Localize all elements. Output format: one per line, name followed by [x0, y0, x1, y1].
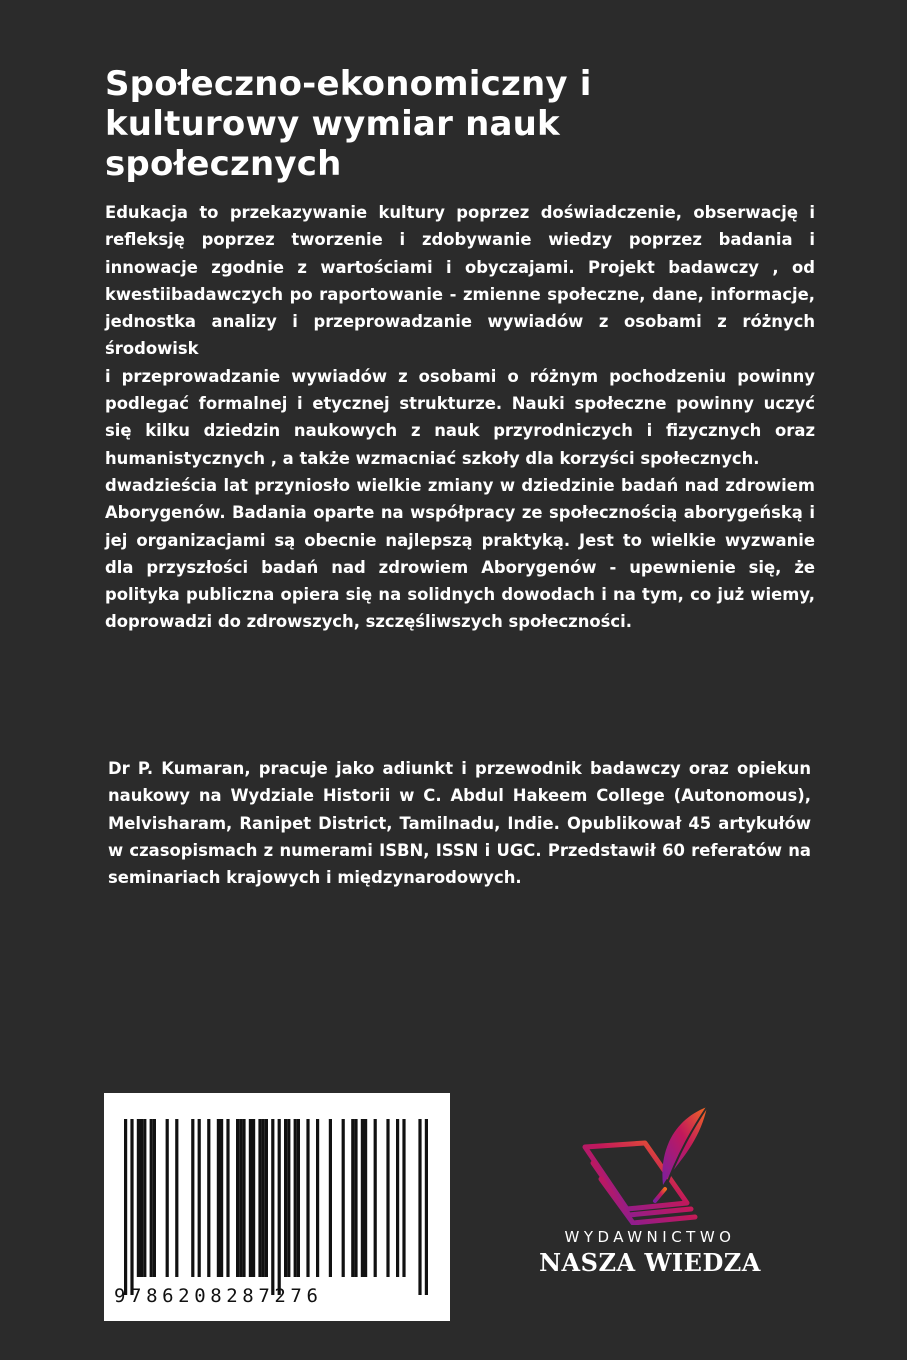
barcode-bar: [418, 1119, 421, 1295]
barcode-bar: [402, 1119, 405, 1277]
barcode-bar: [249, 1119, 252, 1277]
barcode-bar: [220, 1119, 223, 1277]
barcode-bar: [386, 1119, 389, 1277]
barcode-bar: [278, 1119, 281, 1295]
barcode-bar: [265, 1119, 268, 1277]
barcode-bar: [262, 1119, 265, 1277]
barcode-bar: [297, 1119, 300, 1277]
barcode-bar: [150, 1119, 153, 1277]
barcode-bar: [287, 1119, 290, 1277]
barcode-bar: [284, 1119, 287, 1277]
barcode-bar: [329, 1119, 332, 1277]
barcode-bar: [374, 1119, 377, 1277]
barcode-bar: [361, 1119, 364, 1277]
barcode-bar: [294, 1119, 297, 1277]
barcode-bar: [226, 1119, 229, 1277]
publisher-logo: [520, 1100, 780, 1290]
barcode-bar: [166, 1119, 169, 1277]
barcode-bar: [137, 1119, 140, 1277]
barcode-bar: [342, 1119, 345, 1277]
description-paragraph-1: Edukacja to przekazywanie kultury poprzez doświadczenie, obserwację i refleksję poprzez tworzenie i zdobywanie wiedzy poprzez badania i innowacje zgodnie z wartościami i obyczajami. Projekt badawczy , od kwestiibadawczych po raportowanie - zmienne społeczne, dane, informacje, jednostka analizy i przeprowadzanie wywiadów z osobami z różnych środowisk: [105, 203, 815, 359]
author-bio: Dr P. Kumaran, pracuje jako adiunkt i przewodnik badawczy oraz opiekun naukowy na Wydziale Historii w C. Abdul Hakeem College (Autonomous), Melvisharam, Ranipet District, Tamilnadu, Indie. Opublikował 45 artykułów w czasopismach z numerami ISBN, ISSN i UGC. Przedstawił 60 referatów na seminariach krajowych i międzynarodowych.: [108, 759, 811, 888]
barcode-bar: [396, 1119, 399, 1277]
barcode-bar: [271, 1119, 274, 1295]
barcode-bar: [316, 1119, 319, 1277]
book-description: [105, 199, 815, 636]
barcode-bar: [217, 1119, 220, 1277]
barcode-bar: [207, 1119, 210, 1277]
barcode-bar: [140, 1119, 143, 1277]
barcode-bar: [198, 1119, 201, 1277]
publisher-name-bottom: NASZA WIEDZA: [539, 1248, 761, 1277]
barcode-bar: [425, 1119, 428, 1295]
barcode-bar: [143, 1119, 146, 1277]
barcode-bar: [175, 1119, 178, 1277]
barcode-bar: [191, 1119, 194, 1277]
barcode-bar: [364, 1119, 367, 1277]
book-quill-icon: [575, 1105, 725, 1225]
barcode-bar: [351, 1119, 354, 1277]
barcode-bar: [252, 1119, 255, 1277]
description-paragraph-2: i przeprowadzanie wywiadów z osobami o różnym pochodzeniu powinny podlegać formalnej i etycznej strukturze. Nauki społeczne powinny uczyć się kilku dziedzin naukowych z nauk przyrodniczych i fizycznych oraz humanistycznych , a także wzmacniać szkoły dla korzyści społecznych.: [105, 366, 815, 468]
book-title: Społeczno-ekonomiczny i kulturowy wymiar nauk społecznych: [105, 64, 592, 184]
barcode-bar: [242, 1119, 245, 1277]
description-paragraph-3: dwadzieścia lat przyniosło wielkie zmiany w dziedzinie badań nad zdrowiem Aborygenów. Badania oparte na współpracy ze społecznością aborygeńską i jej organizacjami są obecnie najlepszą praktyką. Jest to wielkie wyzwanie dla przyszłości badań nad zdrowiem Aborygenów - upewnienie się, że polityka publiczna opiera się na solidnych dowodach i na tym, co już wiemy, doprowadzi do zdrowszych, szczęśliwszych społeczności.: [105, 475, 815, 632]
barcode-bar: [239, 1119, 242, 1277]
barcode-bar: [130, 1119, 133, 1295]
barcode-digits: 9786208287276: [114, 1285, 323, 1307]
barcode-bar: [236, 1119, 239, 1277]
isbn-barcode: [104, 1093, 450, 1321]
barcode-bar: [153, 1119, 156, 1277]
publisher-name-top: WYDAWNICTWO: [564, 1228, 736, 1246]
barcode-bar: [258, 1119, 261, 1277]
barcode-bar: [354, 1119, 357, 1277]
barcode-bar: [124, 1119, 127, 1295]
barcode-bar: [306, 1119, 309, 1277]
